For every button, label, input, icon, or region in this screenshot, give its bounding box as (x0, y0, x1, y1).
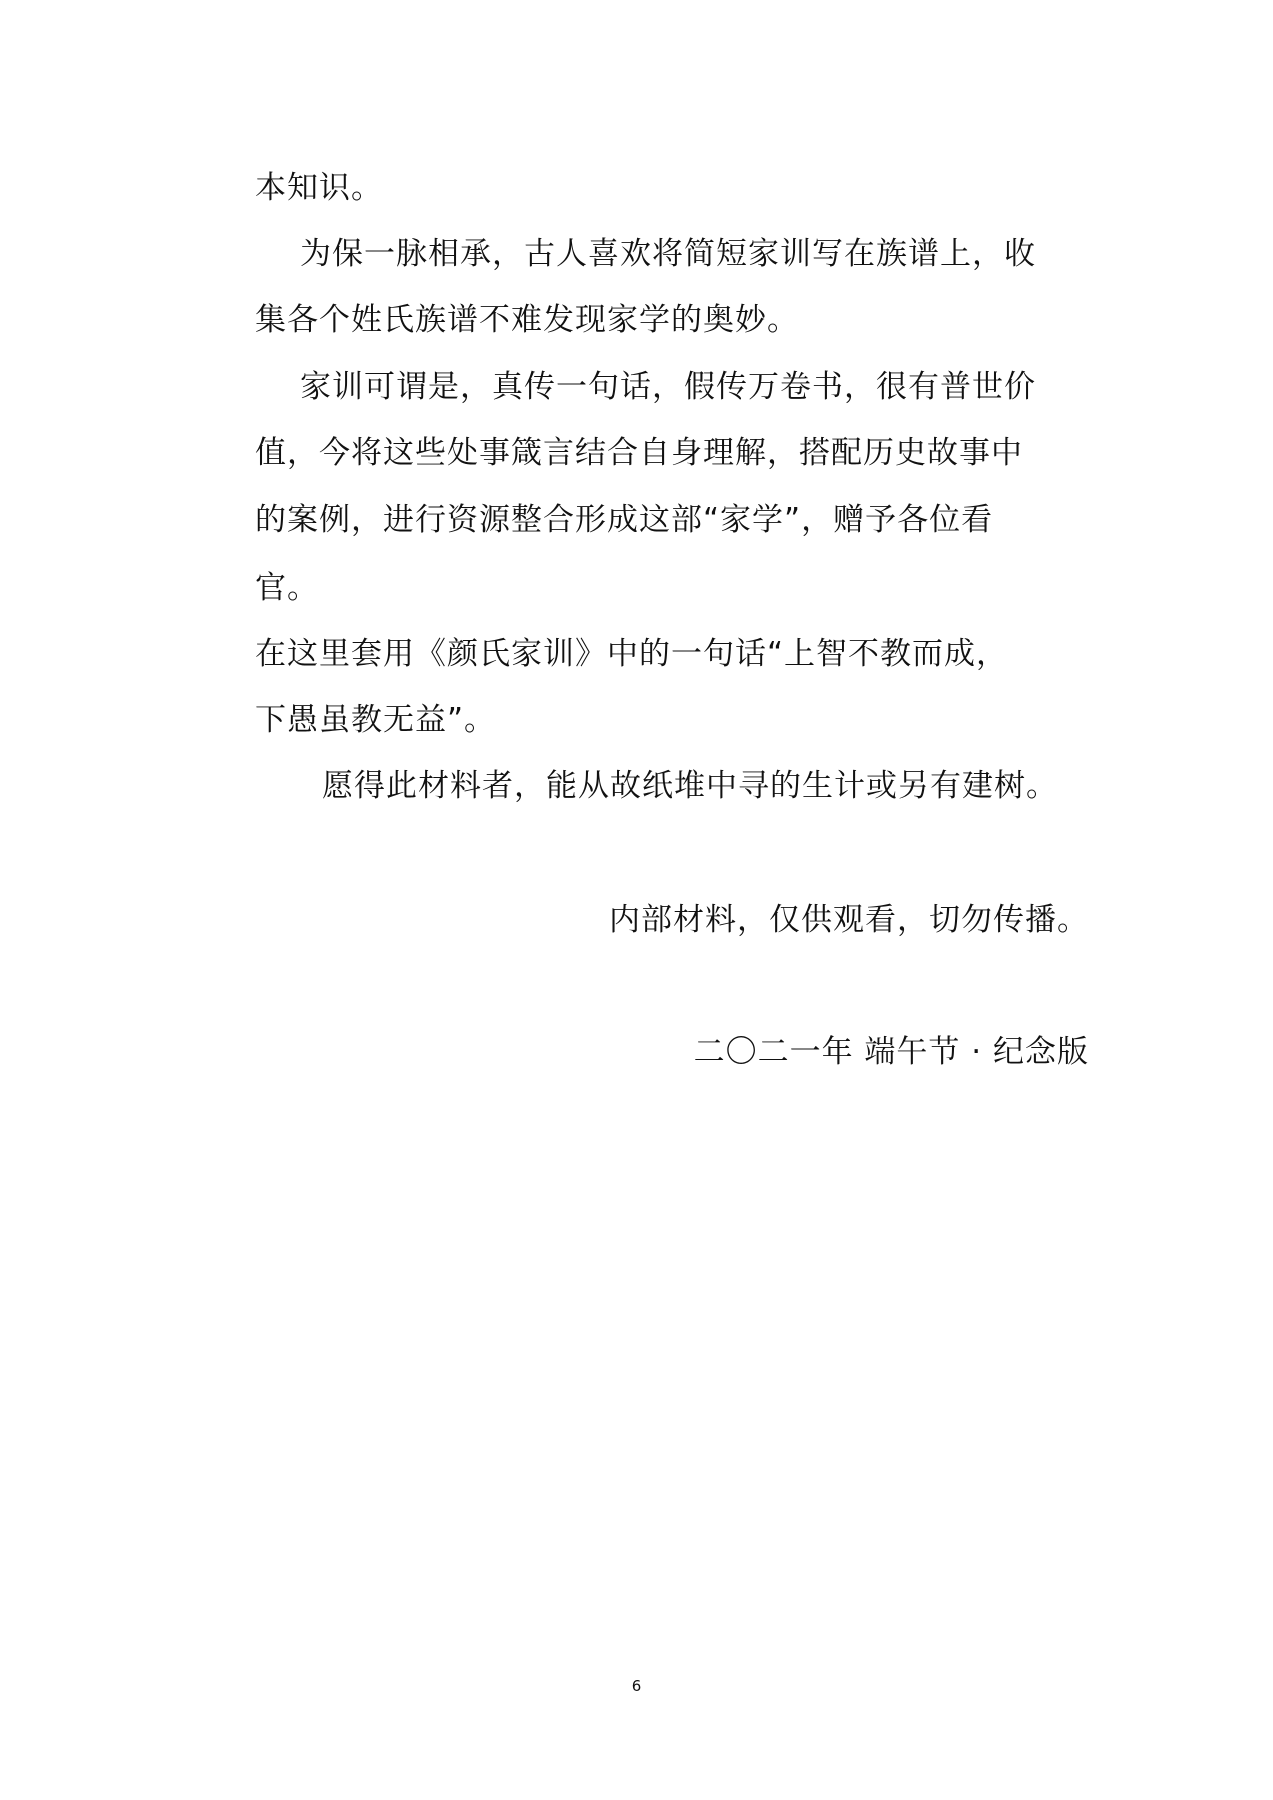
text-line: 值，今将这些处事箴言结合自身理解，搭配历史故事中 (255, 435, 1023, 471)
text-line: 集各个姓氏族谱不难发现家学的奥妙。 (255, 302, 799, 338)
text-line: 下愚虽教无益”。 (255, 702, 497, 738)
text-line: 为保一脉相承，古人喜欢将简短家训写在族谱上，收 (300, 236, 1036, 272)
text-line: 的案例，进行资源整合形成这部“家学”，赠予各位看 (255, 502, 994, 538)
page-number: 6 (631, 1677, 642, 1695)
text-line: 愿得此材料者，能从故纸堆中寻的生计或另有建树。 (322, 768, 1058, 804)
text-line: 家训可谓是，真传一句话，假传万卷书，很有普世价 (300, 369, 1036, 405)
text-line: 官。 (255, 570, 319, 606)
text-line: 本知识。 (255, 170, 383, 206)
internal-notice: 内部材料，仅供观看，切勿传播。 (609, 902, 1089, 938)
edition-line: 二〇二一年 端午节 · 纪念版 (693, 1034, 1089, 1070)
text-line: 在这里套用《颜氏家训》中的一句话“上智不教而成， (255, 636, 1009, 672)
